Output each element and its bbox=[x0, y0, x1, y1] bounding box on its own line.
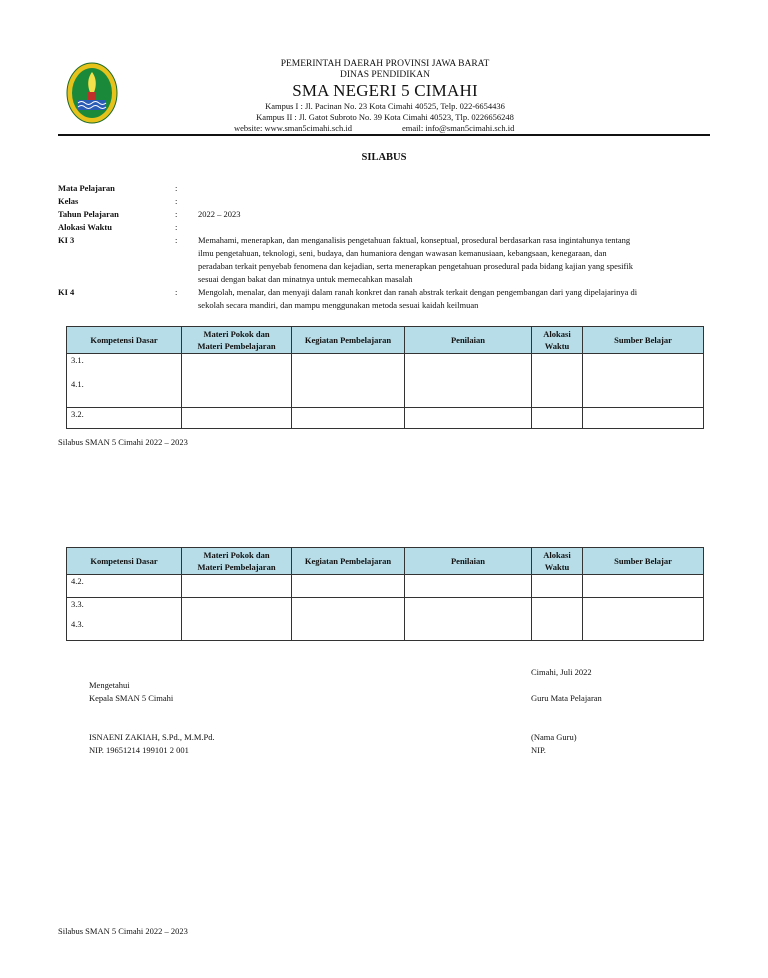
kd-line: 3.3. bbox=[71, 599, 84, 609]
tahun-pelajaran-label: Tahun Pelajaran bbox=[58, 209, 119, 219]
header-kompetensi-dasar: Kompetensi Dasar bbox=[67, 548, 182, 575]
materi-cell bbox=[182, 575, 292, 598]
header-penilaian: Penilaian bbox=[405, 327, 532, 354]
tahun-pelajaran-colon: : bbox=[175, 209, 178, 219]
principal-name: ISNAENI ZAKIAH, S.Pd., M.M.Pd. bbox=[89, 732, 215, 742]
kd-cell bbox=[67, 408, 182, 429]
header-materi-line1: Materi Pokok dan bbox=[203, 550, 270, 560]
header-kegiatan: Kegiatan Pembelajaran bbox=[292, 548, 405, 575]
kelas-label: Kelas bbox=[58, 196, 79, 206]
penilaian-cell bbox=[405, 408, 532, 429]
table-row bbox=[67, 598, 704, 641]
table-row bbox=[67, 408, 704, 429]
alokasi-waktu-label: Alokasi Waktu bbox=[58, 222, 112, 232]
mata-pelajaran-colon: : bbox=[175, 183, 178, 193]
materi-cell bbox=[182, 408, 292, 429]
alokasi-cell bbox=[532, 354, 583, 408]
kegiatan-cell bbox=[292, 408, 405, 429]
government-line: PEMERINTAH DAERAH PROVINSI JAWA BARAT bbox=[280, 59, 490, 69]
penilaian-cell bbox=[405, 354, 532, 408]
table-header-row bbox=[67, 548, 704, 575]
header-materi bbox=[182, 548, 292, 575]
header-alokasi-line2: Waktu bbox=[544, 341, 570, 351]
kd-line: 3.2. bbox=[71, 409, 84, 419]
header-alokasi bbox=[532, 327, 583, 354]
alokasi-cell bbox=[532, 575, 583, 598]
ki4-colon: : bbox=[175, 287, 178, 297]
materi-cell bbox=[182, 354, 292, 408]
kegiatan-cell bbox=[292, 575, 405, 598]
document-title: SILABUS bbox=[361, 152, 407, 163]
mengetahui-text: Mengetahui bbox=[89, 680, 130, 690]
page-footer-2: Silabus SMAN 5 Cimahi 2022 – 2023 bbox=[58, 926, 188, 936]
alokasi-cell bbox=[532, 408, 583, 429]
place-date: Cimahi, Juli 2022 bbox=[531, 667, 592, 677]
ki4-label: KI 4 bbox=[58, 287, 75, 297]
tahun-pelajaran-value: 2022 – 2023 bbox=[198, 209, 241, 219]
kegiatan-cell bbox=[292, 598, 405, 641]
ki3-line: ilmu pengetahuan, teknologi, seni, budaya, dan humaniora dengan wawasan kemanusiaan, kebangsaan, kenegaraan, dan bbox=[198, 248, 607, 258]
provincial-emblem-logo bbox=[66, 62, 118, 124]
header-alokasi-line1: Alokasi bbox=[543, 550, 571, 560]
kd-line: 4.1. bbox=[71, 379, 84, 389]
table-row bbox=[67, 575, 704, 598]
sumber-cell bbox=[583, 408, 704, 429]
ki3-line: Memahami, menerapkan, dan menganalisis pengetahuan faktual, konseptual, prosedural berdasarkan rasa ingintahunya tentang bbox=[198, 235, 631, 245]
ki3-colon: : bbox=[175, 235, 178, 245]
kelas-colon: : bbox=[175, 196, 178, 206]
teacher-name: (Nama Guru) bbox=[531, 732, 577, 742]
kd-line bbox=[71, 366, 177, 378]
campus-2-address: Kampus II : Jl. Gatot Subroto No. 39 Kota Cimahi 40523, Tlp. 0226656248 bbox=[256, 112, 514, 122]
table-row bbox=[67, 354, 704, 408]
school-name: SMA NEGERI 5 CIMAHI bbox=[292, 81, 478, 100]
ki3-line: sesuai dengan bakat dan minatnya untuk memecahkan masalah bbox=[198, 274, 413, 284]
ki3-label: KI 3 bbox=[58, 235, 75, 245]
header-kegiatan: Kegiatan Pembelajaran bbox=[292, 327, 405, 354]
teacher-role: Guru Mata Pelajaran bbox=[531, 693, 602, 703]
header-penilaian: Penilaian bbox=[405, 548, 532, 575]
header-materi-line1: Materi Pokok dan bbox=[203, 329, 270, 339]
alokasi-waktu-colon: : bbox=[175, 222, 178, 232]
campus-1-address: Kampus I : Jl. Pacinan No. 23 Kota Cimahi 40525, Telp. 022-6654436 bbox=[265, 101, 505, 111]
sumber-cell bbox=[583, 598, 704, 641]
ki4-line: Mengolah, menalar, dan menyaji dalam ranah konkret dan ranah abstrak terkait dengan pengembangan dari yang dipelajarinya di bbox=[198, 287, 638, 297]
kd-line: 3.1. bbox=[71, 355, 84, 365]
header-materi-line2: Materi Pembelajaran bbox=[197, 562, 276, 572]
kd-cell bbox=[67, 598, 182, 641]
principal-nip: NIP. 19651214 199101 2 001 bbox=[89, 745, 189, 755]
header-alokasi-line1: Alokasi bbox=[543, 329, 571, 339]
teacher-nip: NIP. bbox=[531, 745, 546, 755]
kd-line bbox=[71, 610, 177, 618]
header-alokasi bbox=[532, 548, 583, 575]
alokasi-cell bbox=[532, 598, 583, 641]
penilaian-cell bbox=[405, 575, 532, 598]
kd-cell bbox=[67, 575, 182, 598]
sumber-cell bbox=[583, 354, 704, 408]
header-materi bbox=[182, 327, 292, 354]
header-alokasi-line2: Waktu bbox=[544, 562, 570, 572]
header-materi-line2: Materi Pembelajaran bbox=[197, 341, 276, 351]
kegiatan-cell bbox=[292, 354, 405, 408]
kd-line: 4.3. bbox=[71, 619, 84, 629]
ki4-text bbox=[198, 286, 710, 312]
sumber-cell bbox=[583, 575, 704, 598]
kd-cell bbox=[67, 354, 182, 408]
kd-line: 4.2. bbox=[71, 576, 84, 586]
ki4-line: sekolah secara mandiri, dan mampu menggunakan metoda sesuai kaidah keilmuan bbox=[198, 300, 479, 310]
materi-cell bbox=[182, 598, 292, 641]
page-footer-1: Silabus SMAN 5 Cimahi 2022 – 2023 bbox=[58, 437, 188, 447]
mata-pelajaran-label: Mata Pelajaran bbox=[58, 183, 115, 193]
email-text: email: info@sman5cimahi.sch.id bbox=[402, 123, 515, 133]
ki3-line: peradaban terkait penyebab fenomena dan kejadian, serta menerapkan pengetahuan prosedural pada bidang kajian yang spesifik bbox=[198, 261, 633, 271]
table-header-row bbox=[67, 327, 704, 354]
letterhead-divider bbox=[58, 134, 710, 136]
department-line: DINAS PENDIDIKAN bbox=[340, 70, 430, 80]
silabus-table-1 bbox=[66, 326, 704, 429]
header-sumber-belajar: Sumber Belajar bbox=[583, 548, 704, 575]
header-sumber-belajar: Sumber Belajar bbox=[583, 327, 704, 354]
header-kompetensi-dasar: Kompetensi Dasar bbox=[67, 327, 182, 354]
website-text: website: www.sman5cimahi.sch.id bbox=[234, 123, 352, 133]
ki3-text bbox=[198, 234, 710, 286]
silabus-table-2 bbox=[66, 547, 704, 641]
principal-role: Kepala SMAN 5 Cimahi bbox=[89, 693, 174, 703]
penilaian-cell bbox=[405, 598, 532, 641]
